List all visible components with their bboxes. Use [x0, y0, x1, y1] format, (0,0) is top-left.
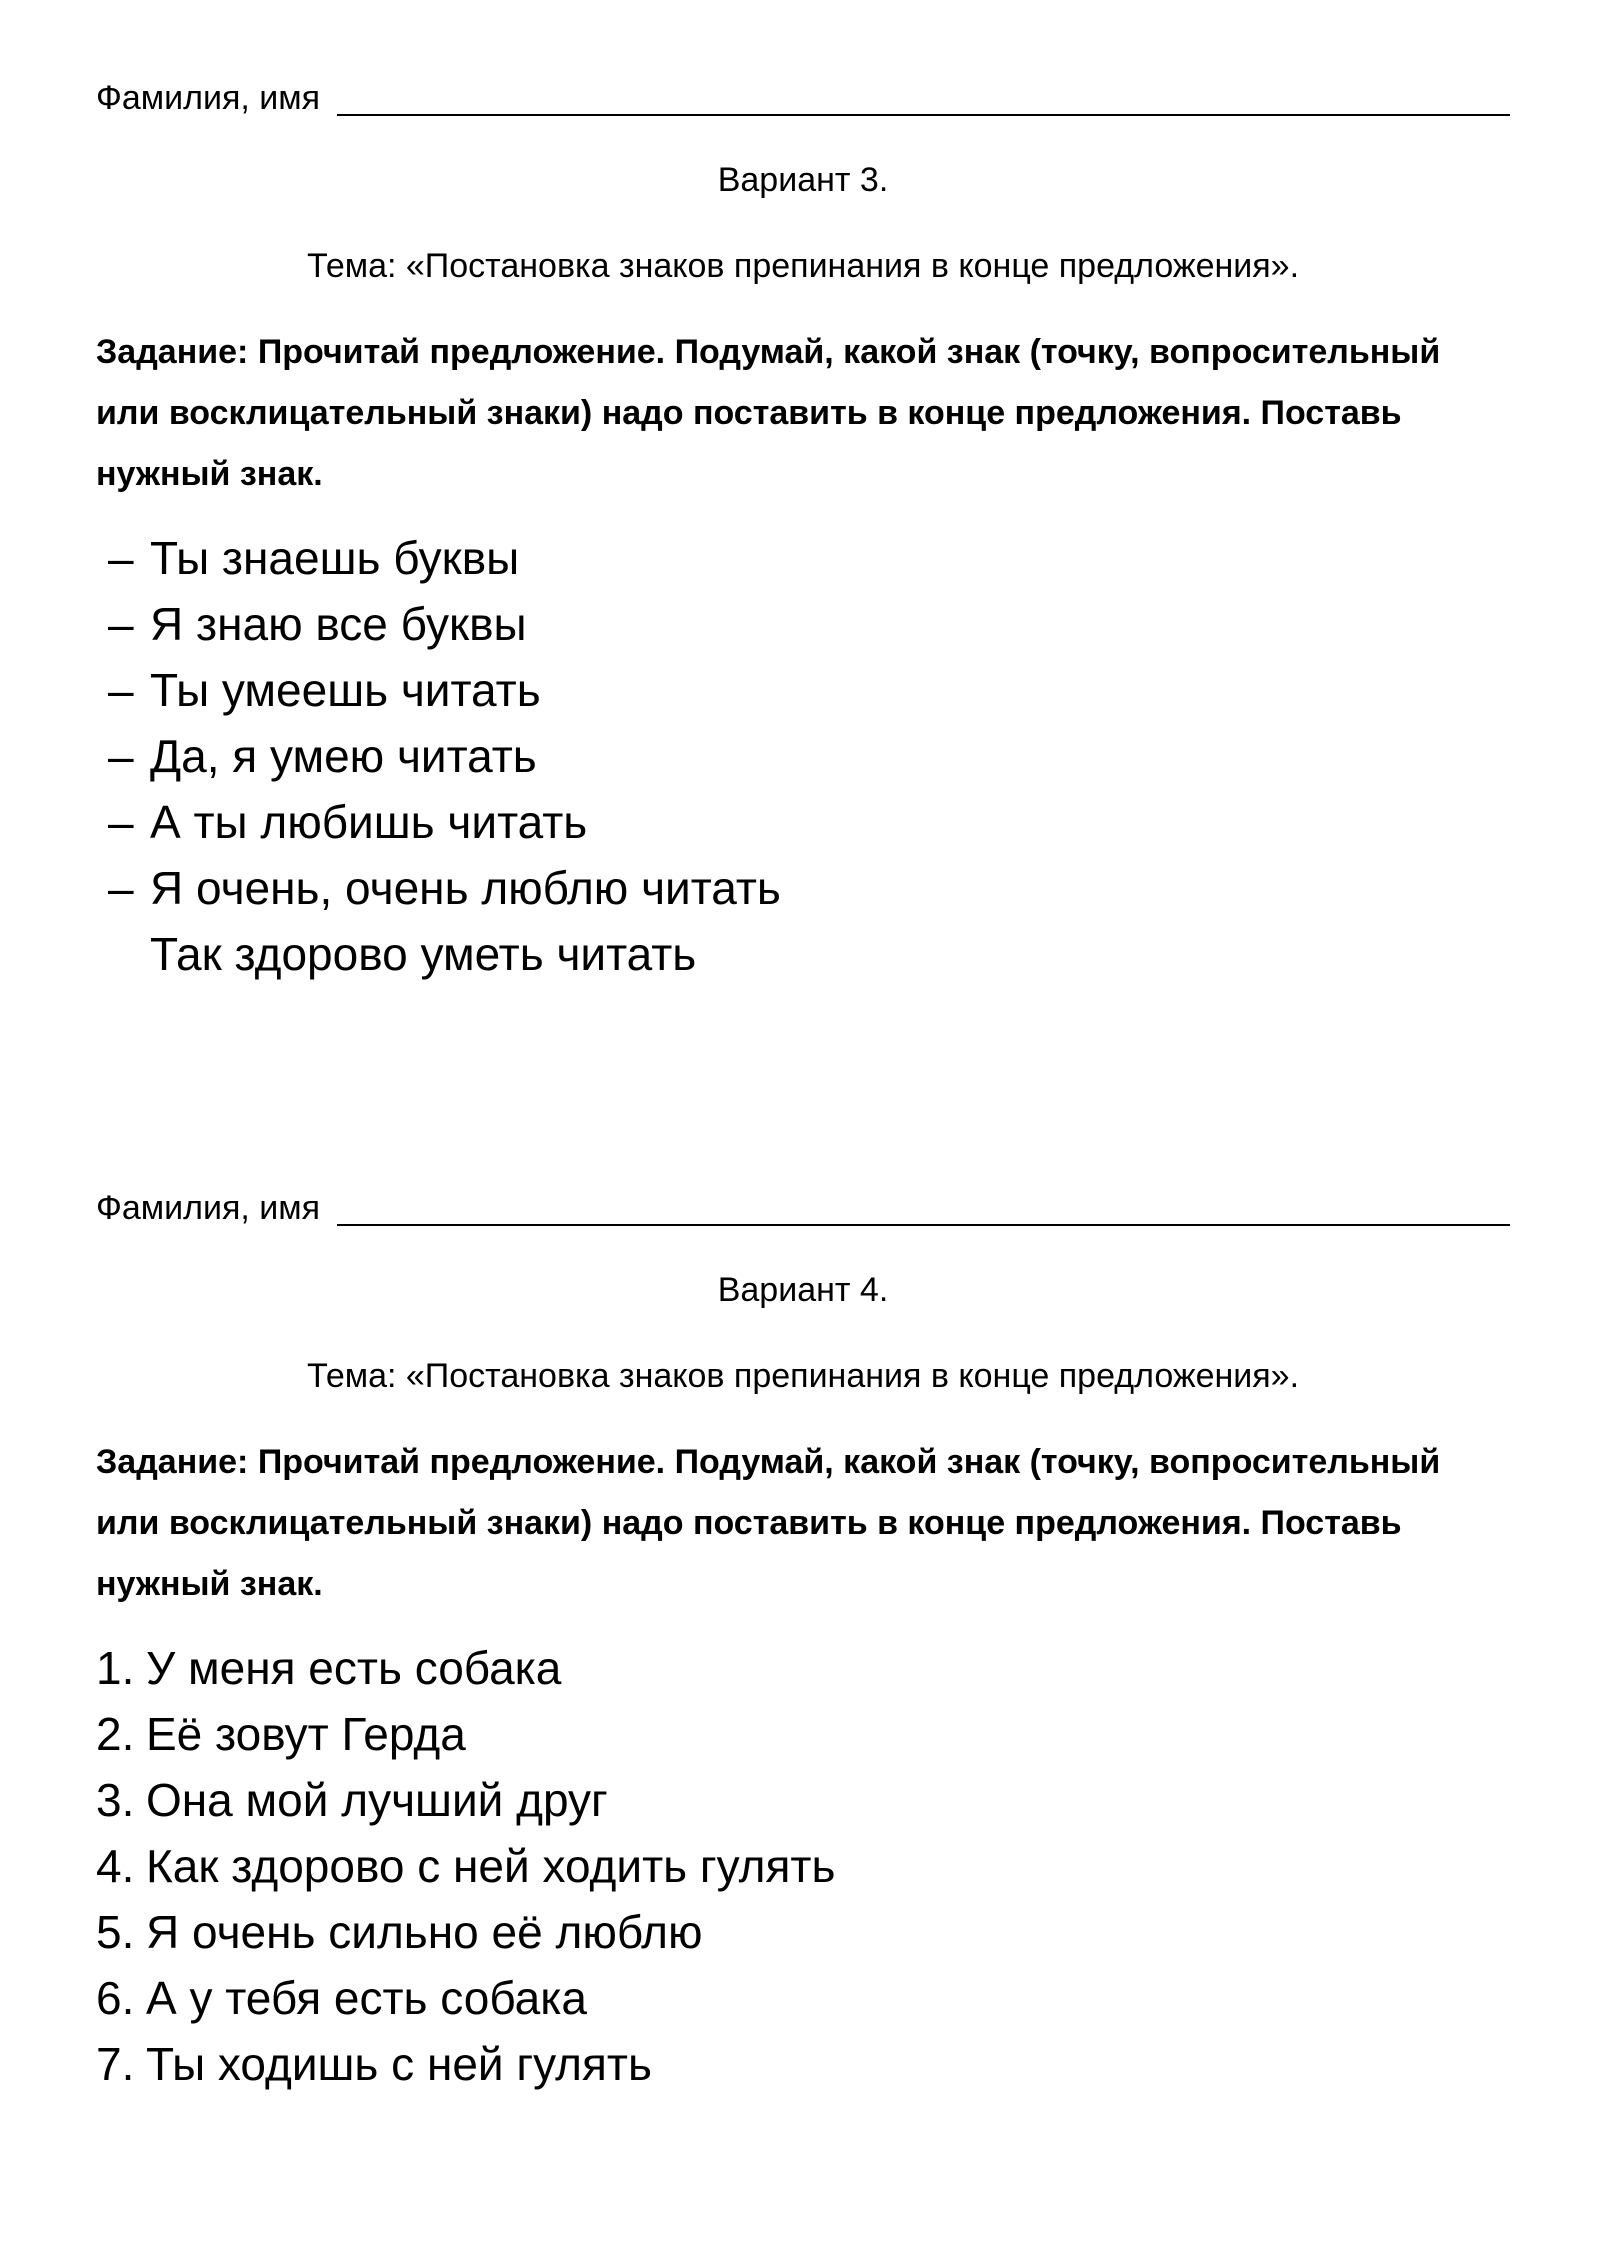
- item-number: 2.: [96, 1708, 135, 1760]
- list-item: [96, 1767, 1510, 1833]
- list-item: [96, 591, 1510, 657]
- sentence-text: У меня есть собака: [146, 1642, 562, 1694]
- sentence-text: А ты любишь читать: [150, 796, 588, 848]
- sentence-text: А у тебя есть собака: [146, 1972, 587, 2024]
- topic-line: Тема: «Постановка знаков препинания в конце предложения».: [306, 1357, 1300, 1395]
- list-item: [96, 1635, 1510, 1701]
- list-item: [96, 1701, 1510, 1767]
- item-number: 7.: [96, 2038, 135, 2090]
- item-marker: –: [108, 730, 134, 782]
- topic-line: Тема: «Постановка знаков препинания в конце предложения».: [306, 247, 1300, 285]
- sentence-text: Ты ходишь с ней гулять: [146, 2038, 652, 2090]
- item-marker: –: [108, 862, 134, 914]
- item-marker: –: [108, 664, 134, 716]
- list-item: [96, 921, 1510, 987]
- list-item: [96, 789, 1510, 855]
- name-field-row: [96, 1180, 1510, 1230]
- variant-title: Вариант 4.: [717, 1271, 889, 1309]
- name-blank-line[interactable]: [337, 76, 1510, 116]
- variant-4-section: [96, 1180, 1510, 2097]
- list-item: [96, 657, 1510, 723]
- item-number: 6.: [96, 1972, 135, 2024]
- list-item: [96, 1833, 1510, 1899]
- list-item: [96, 1899, 1510, 1965]
- sentence-text: Так здорово уметь читать: [150, 928, 697, 980]
- sentence-text: Да, я умею читать: [150, 730, 537, 782]
- variant-title: Вариант 3.: [717, 161, 889, 199]
- item-marker: –: [108, 598, 134, 650]
- sentence-list: [96, 525, 1510, 987]
- name-label: Фамилия, имя: [96, 79, 330, 117]
- sentence-text: Ты умеешь читать: [150, 664, 541, 716]
- name-label: Фамилия, имя: [96, 1189, 330, 1227]
- list-item: [96, 855, 1510, 921]
- item-marker: [96, 921, 150, 987]
- task-instructions: Задание: Прочитай предложение. Подумай, какой знак (точку, вопросительный или восклицательный знаки) надо поставить в конце предложения. Поставь нужный знак.: [96, 1443, 1441, 1603]
- item-number: 5.: [96, 1906, 135, 1958]
- item-number: 3.: [96, 1774, 135, 1826]
- variant-3-section: [96, 70, 1510, 987]
- sentence-text: Ты знаешь буквы: [150, 532, 520, 584]
- list-item: [96, 2031, 1510, 2097]
- numbered-sentence-list: [96, 1635, 1510, 2097]
- item-number: 1.: [96, 1642, 135, 1694]
- sentence-text: Она мой лучший друг: [146, 1774, 608, 1826]
- list-item: [96, 723, 1510, 789]
- sentence-text: Я знаю все буквы: [150, 598, 527, 650]
- sentence-text: Я очень, очень люблю читать: [150, 862, 781, 914]
- task-instructions: Задание: Прочитай предложение. Подумай, какой знак (точку, вопросительный или восклицательный знаки) надо поставить в конце предложения. Поставь нужный знак.: [96, 333, 1441, 493]
- name-blank-line[interactable]: [337, 1186, 1510, 1226]
- item-number: 4.: [96, 1840, 135, 1892]
- sentence-text: Её зовут Герда: [146, 1708, 466, 1760]
- item-marker: –: [108, 532, 134, 584]
- list-item: [96, 1965, 1510, 2031]
- name-field-row: [96, 70, 1510, 120]
- sentence-text: Как здорово с ней ходить гулять: [146, 1840, 836, 1892]
- item-marker: –: [108, 796, 134, 848]
- list-item: [96, 525, 1510, 591]
- sentence-text: Я очень сильно её люблю: [146, 1906, 703, 1958]
